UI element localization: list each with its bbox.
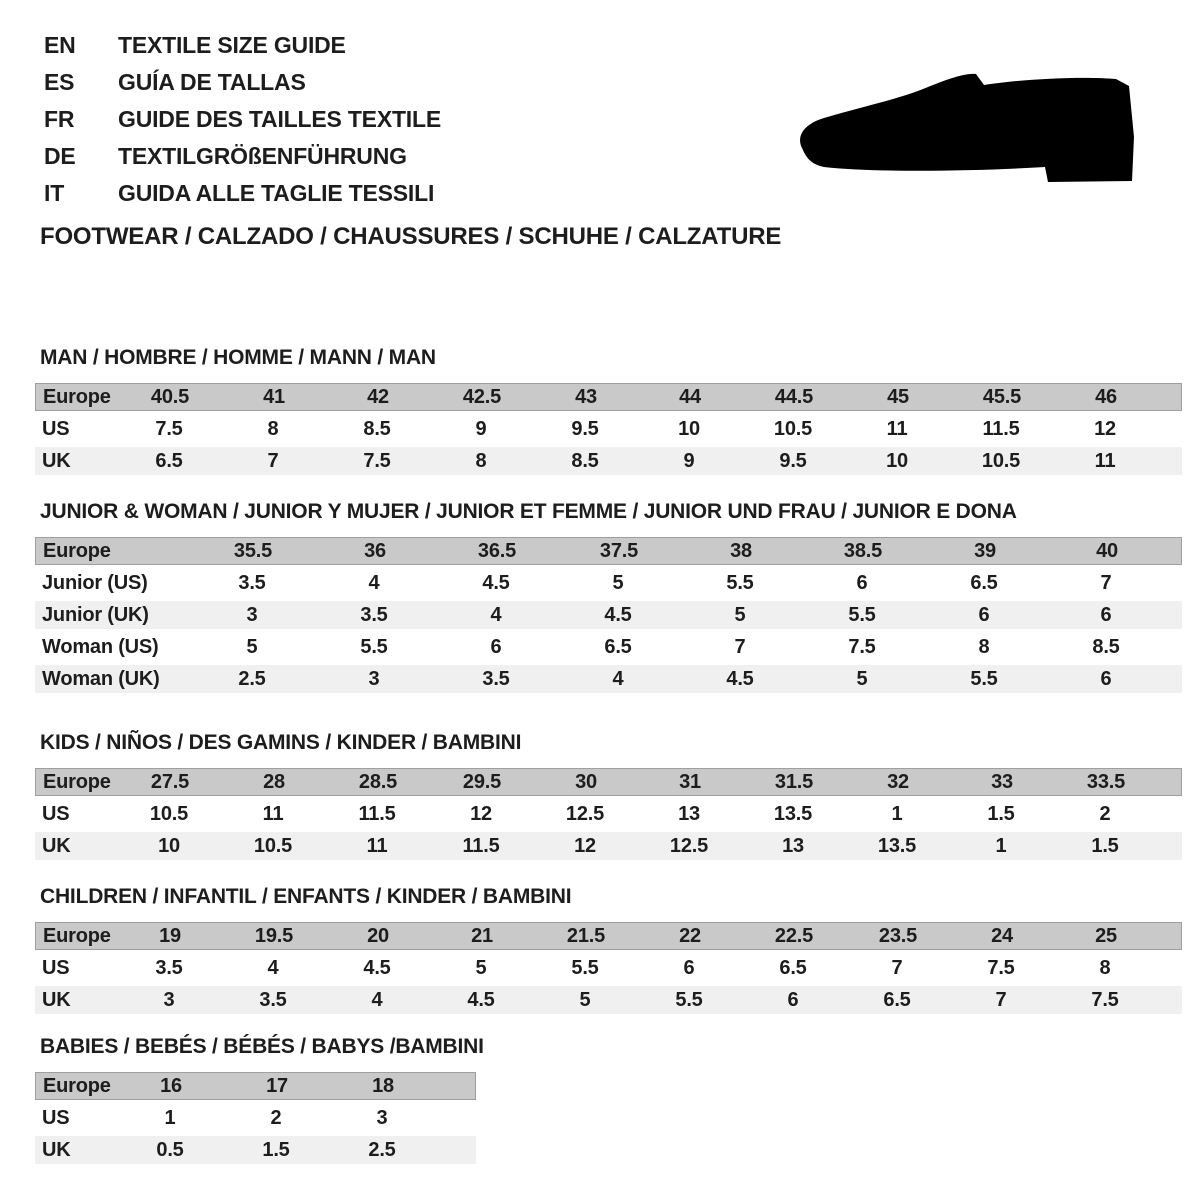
size-cell: 10	[158, 834, 180, 857]
size-cell: 28	[263, 770, 285, 793]
size-table-row	[35, 954, 1182, 982]
size-cell: 41	[263, 385, 285, 408]
size-cell: 38	[730, 539, 752, 562]
language-row	[44, 138, 441, 175]
size-table	[35, 383, 1182, 475]
size-cell: 1	[891, 802, 903, 825]
language-row	[44, 64, 441, 101]
size-cell: 1.5	[987, 802, 1015, 825]
size-cell: 29.5	[462, 770, 502, 793]
size-cell: 9.5	[779, 449, 807, 472]
size-cell: 23.5	[878, 924, 918, 947]
row-label: UK	[42, 834, 71, 857]
size-cell: 18	[372, 1074, 394, 1097]
size-cell: 22.5	[774, 924, 814, 947]
size-cell: 28.5	[358, 770, 398, 793]
size-cell: 1	[995, 834, 1007, 857]
size-cell: 7	[995, 988, 1007, 1011]
size-cell: 45	[887, 385, 909, 408]
size-cell: 11	[1094, 449, 1116, 472]
size-table-section	[35, 1034, 484, 1168]
size-cell: 43	[575, 385, 597, 408]
size-cell: 0.5	[156, 1138, 184, 1161]
size-table-title: KIDS / NIÑOS / DES GAMINS / KINDER / BAMBINI	[40, 731, 522, 754]
size-cell: 8.5	[1092, 635, 1120, 658]
size-cell: 4.5	[726, 667, 754, 690]
size-table-header-row	[35, 922, 1182, 950]
size-cell: 9	[683, 449, 695, 472]
size-table-row	[35, 986, 1182, 1014]
size-cell: 10.5	[149, 802, 189, 825]
size-cell: 4	[490, 603, 502, 626]
size-cell: 1.5	[262, 1138, 290, 1161]
size-table-header-row	[35, 383, 1182, 411]
size-cell: 46	[1095, 385, 1117, 408]
size-cell: 33.5	[1086, 770, 1126, 793]
language-row	[44, 27, 441, 64]
category-line: FOOTWEAR / CALZADO / CHAUSSURES / SCHUHE / CALZATURE	[40, 223, 782, 250]
size-cell: 10.5	[981, 449, 1021, 472]
size-cell: 7.5	[987, 956, 1015, 979]
row-label: US	[42, 956, 70, 979]
size-cell: 2	[1099, 802, 1111, 825]
size-table-title: MAN / HOMBRE / HOMME / MANN / MAN	[40, 346, 436, 369]
size-cell: 8	[1099, 956, 1111, 979]
size-cell: 10	[678, 417, 700, 440]
size-cell: 2.5	[368, 1138, 396, 1161]
size-table-header-row	[35, 768, 1182, 796]
size-cell: 9	[475, 417, 487, 440]
language-code: ES	[44, 69, 75, 95]
size-cell: 1.5	[1091, 834, 1119, 857]
size-cell: 4.5	[363, 956, 391, 979]
shoe-icon	[760, 40, 1200, 240]
size-cell: 7	[734, 635, 746, 658]
size-cell: 5	[579, 988, 591, 1011]
size-cell: 11	[366, 834, 388, 857]
size-cell: 4	[368, 571, 380, 594]
size-cell: 7	[267, 449, 279, 472]
size-table-title: JUNIOR & WOMAN / JUNIOR Y MUJER / JUNIOR ET FEMME / JUNIOR UND FRAU / JUNIOR E DONA	[40, 500, 1017, 523]
language-code: FR	[44, 106, 75, 132]
size-cell: 6	[787, 988, 799, 1011]
size-table-header-row	[35, 537, 1182, 565]
size-cell: 19.5	[254, 924, 294, 947]
size-cell: 13.5	[773, 802, 813, 825]
size-cell: 11.5	[462, 834, 500, 857]
size-table-row	[35, 1104, 476, 1132]
size-table-row	[35, 832, 1182, 860]
size-cell: 16	[160, 1074, 182, 1097]
size-cell: 4	[267, 956, 279, 979]
size-table-title: CHILDREN / INFANTIL / ENFANTS / KINDER / BAMBINI	[40, 885, 572, 908]
language-label: TEXTILGRÖßENFÜHRUNG	[118, 143, 407, 169]
size-cell: 4.5	[467, 988, 495, 1011]
size-cell: 6	[1100, 667, 1112, 690]
size-cell: 11	[262, 802, 284, 825]
size-cell: 3	[368, 667, 380, 690]
size-cell: 44	[679, 385, 701, 408]
size-cell: 8	[978, 635, 990, 658]
language-row	[44, 101, 441, 138]
size-table-section	[35, 499, 1182, 697]
size-cell: 42	[367, 385, 389, 408]
size-cell: 12	[1094, 417, 1116, 440]
row-label: Woman (UK)	[42, 667, 160, 690]
size-cell: 45.5	[982, 385, 1022, 408]
size-cell: 3.5	[238, 571, 266, 594]
size-cell: 3.5	[482, 667, 510, 690]
size-cell: 13.5	[877, 834, 917, 857]
size-cell: 12	[574, 834, 596, 857]
size-cell: 4.5	[604, 603, 632, 626]
size-cell: 12	[470, 802, 492, 825]
row-label: Europe	[43, 924, 111, 947]
size-cell: 4.5	[482, 571, 510, 594]
size-cell: 12.5	[669, 834, 709, 857]
size-cell: 5	[734, 603, 746, 626]
language-label: GUIDA ALLE TAGLIE TESSILI	[118, 180, 435, 206]
row-label: UK	[42, 988, 71, 1011]
language-code: DE	[44, 143, 76, 169]
size-cell: 35.5	[233, 539, 273, 562]
size-cell: 3.5	[360, 603, 388, 626]
row-label: Europe	[43, 385, 111, 408]
size-cell: 6.5	[155, 449, 183, 472]
size-table-title: BABIES / BEBÉS / BÉBÉS / BABYS /BAMBINI	[40, 1035, 484, 1058]
size-cell: 36	[364, 539, 386, 562]
row-label: UK	[42, 449, 71, 472]
size-cell: 5.5	[675, 988, 703, 1011]
size-cell: 24	[991, 924, 1013, 947]
size-cell: 5.5	[726, 571, 754, 594]
size-cell: 10.5	[253, 834, 293, 857]
size-cell: 3.5	[259, 988, 287, 1011]
size-cell: 10	[886, 449, 908, 472]
language-label: TEXTILE SIZE GUIDE	[118, 32, 346, 58]
size-cell: 8	[267, 417, 279, 440]
size-cell: 11.5	[358, 802, 396, 825]
size-cell: 3.5	[155, 956, 183, 979]
language-label: GUIDE DES TAILLES TEXTILE	[118, 106, 441, 132]
size-cell: 17	[266, 1074, 288, 1097]
size-cell: 19	[159, 924, 181, 947]
row-label: US	[42, 417, 70, 440]
size-cell: 20	[367, 924, 389, 947]
size-cell: 6.5	[604, 635, 632, 658]
size-cell: 33	[991, 770, 1013, 793]
size-table-row	[35, 415, 1182, 443]
size-cell: 38.5	[843, 539, 883, 562]
size-table-section	[35, 345, 1182, 479]
size-cell: 2.5	[238, 667, 266, 690]
size-cell: 7.5	[1091, 988, 1119, 1011]
size-table-row	[35, 601, 1182, 629]
size-cell: 22	[679, 924, 701, 947]
row-label: Junior (UK)	[42, 603, 149, 626]
size-table-row	[35, 447, 1182, 475]
size-cell: 6.5	[779, 956, 807, 979]
size-cell: 7.5	[363, 449, 391, 472]
size-cell: 4	[612, 667, 624, 690]
size-cell: 12.5	[565, 802, 605, 825]
size-cell: 13	[678, 802, 700, 825]
size-cell: 5	[246, 635, 258, 658]
size-cell: 5	[856, 667, 868, 690]
size-cell: 9.5	[571, 417, 599, 440]
size-cell: 4	[371, 988, 383, 1011]
size-cell: 3	[163, 988, 175, 1011]
size-table-header-row	[35, 1072, 476, 1100]
size-cell: 5	[612, 571, 624, 594]
row-label: US	[42, 802, 70, 825]
size-cell: 30	[575, 770, 597, 793]
size-table-row	[35, 1136, 476, 1164]
size-table-row	[35, 633, 1182, 661]
size-cell: 8.5	[363, 417, 391, 440]
language-label: GUÍA DE TALLAS	[118, 69, 306, 95]
size-cell: 6	[978, 603, 990, 626]
size-cell: 40.5	[150, 385, 190, 408]
size-cell: 10.5	[773, 417, 813, 440]
size-table	[35, 768, 1182, 860]
size-cell: 37.5	[599, 539, 639, 562]
size-cell: 11.5	[982, 417, 1020, 440]
size-table-row	[35, 665, 1182, 693]
size-cell: 40	[1096, 539, 1118, 562]
size-cell: 3	[246, 603, 258, 626]
row-label: Europe	[43, 1074, 111, 1097]
size-cell: 3	[376, 1106, 388, 1129]
size-cell: 6	[1100, 603, 1112, 626]
size-table-section	[35, 884, 1182, 1018]
size-table-section	[35, 730, 1182, 864]
size-cell: 44.5	[774, 385, 814, 408]
size-cell: 5.5	[970, 667, 998, 690]
size-cell: 21.5	[566, 924, 606, 947]
size-table-row	[35, 569, 1182, 597]
row-label: Europe	[43, 539, 111, 562]
size-cell: 21	[471, 924, 493, 947]
row-label: US	[42, 1106, 70, 1129]
row-label: Woman (US)	[42, 635, 159, 658]
size-cell: 6.5	[883, 988, 911, 1011]
size-cell: 7	[1100, 571, 1112, 594]
size-table	[35, 537, 1182, 693]
size-table	[35, 922, 1182, 1014]
language-row	[44, 175, 441, 212]
size-cell: 6.5	[970, 571, 998, 594]
size-cell: 5.5	[360, 635, 388, 658]
size-cell: 8	[475, 449, 487, 472]
size-cell: 27.5	[150, 770, 190, 793]
size-cell: 36.5	[477, 539, 517, 562]
size-cell: 25	[1095, 924, 1117, 947]
size-cell: 8.5	[571, 449, 599, 472]
language-code: IT	[44, 180, 65, 206]
size-cell: 42.5	[462, 385, 502, 408]
size-cell: 5.5	[848, 603, 876, 626]
size-cell: 6	[490, 635, 502, 658]
row-label: Junior (US)	[42, 571, 148, 594]
size-cell: 7.5	[155, 417, 183, 440]
language-code: EN	[44, 32, 76, 58]
size-cell: 31.5	[774, 770, 814, 793]
size-cell: 5.5	[571, 956, 599, 979]
size-cell: 13	[782, 834, 804, 857]
size-cell: 7.5	[848, 635, 876, 658]
size-cell: 32	[887, 770, 909, 793]
size-cell: 6	[683, 956, 695, 979]
size-table	[35, 1072, 484, 1164]
size-cell: 39	[974, 539, 996, 562]
size-table-row	[35, 800, 1182, 828]
size-cell: 11	[886, 417, 908, 440]
language-header	[44, 27, 441, 212]
size-cell: 7	[891, 956, 903, 979]
row-label: Europe	[43, 770, 111, 793]
size-cell: 2	[270, 1106, 282, 1129]
size-cell: 1	[164, 1106, 176, 1129]
row-label: UK	[42, 1138, 71, 1161]
size-cell: 5	[475, 956, 487, 979]
size-cell: 6	[856, 571, 868, 594]
size-cell: 31	[679, 770, 701, 793]
